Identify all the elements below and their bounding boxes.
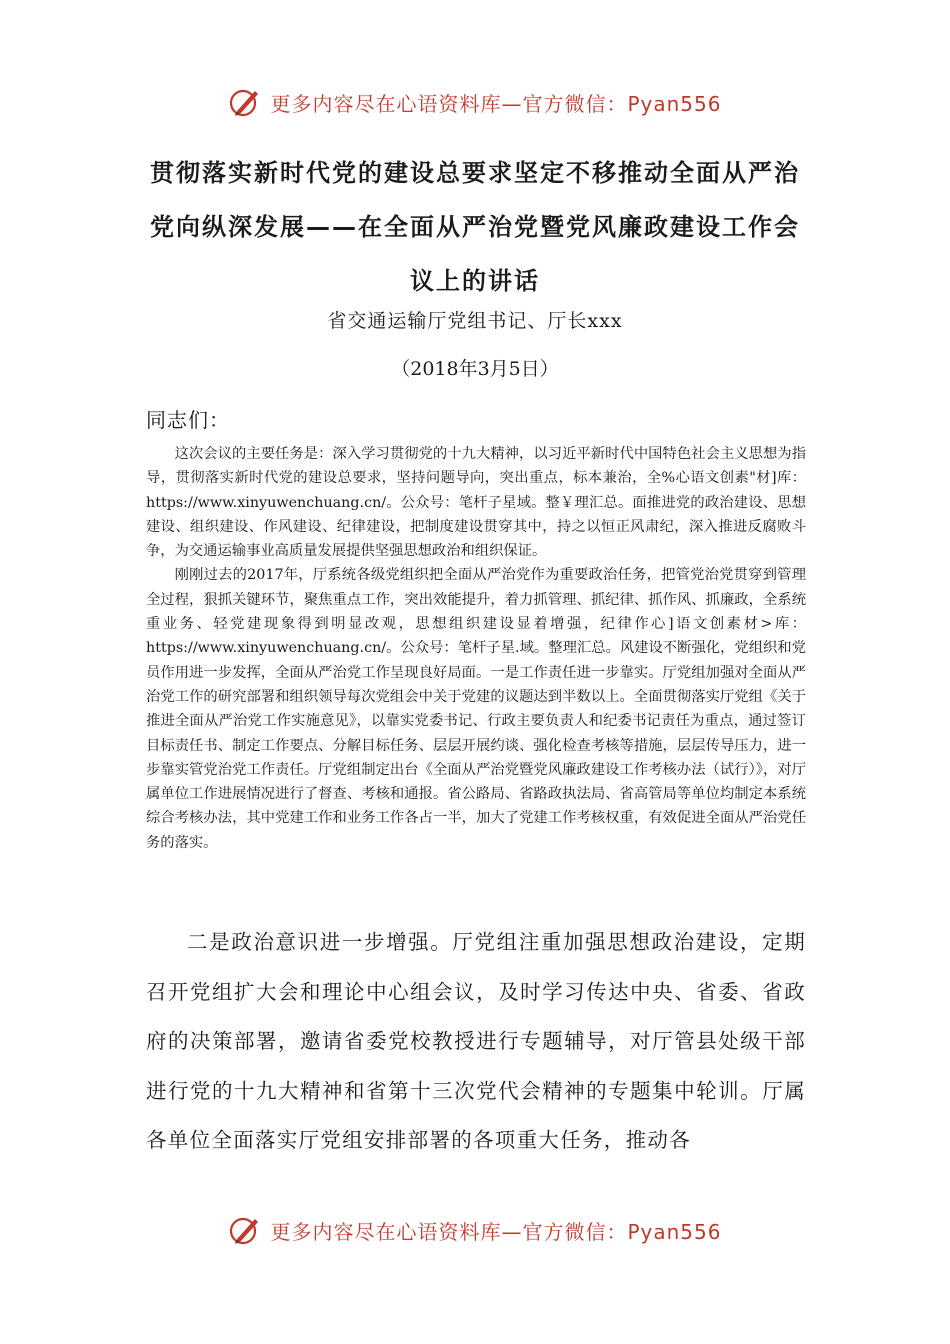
pen-logo-icon	[228, 1213, 262, 1247]
header-banner	[0, 82, 950, 122]
paragraph: 刚刚过去的2017年，厅系统各级党组织把全面从严治党作为重要政治任务，把管党治党贯穿到管理全过程，狠抓关键环节，聚焦重点工作，突出效能提升，着力抓管理、抓纪律、抓作风、抓廉政，全系统重业务、轻党建现象得到明显改观，思想组织建设显着增强，纪律作心]语文创素材>库：https://www.xinyuwenchuang.cn/。公众号：笔杆子星.域。整理汇总。风建设不断强化，党组织和党员作用进一步发挥，全面从严治党工作呈现良好局面。一是工作责任进一步靠实。厅党组加强对全面从严治党工作的研究部署和组织领导每次党组会中关于党建的议题达到半数以上。全面贯彻落实厅党组《关于推进全面从严治党工作实施意见》，以靠实党委书记、行政主要负责人和纪委书记责任为重点，通过签订目标责任书、制定工作要点、分解目标任务、层层开展约谈、强化检查考核等措施，层层传导压力，进一步靠实管党治党工作责任。厅党组制定出台《全面从严治党暨党风廉政建设工作考核办法（试行）》，对厅属单位工作进展情况进行了督查、考核和通报。省公路局、省路政执法局、省高管局等单位均制定本系统综合考核办法，其中党建工作和业务工作各占一半，加大了党建工作考核权重，有效促进全面从严治党任务的落实。	[146, 567, 806, 851]
footer-banner	[0, 1210, 950, 1250]
pen-logo-icon	[228, 85, 262, 119]
body-small-section	[146, 442, 806, 855]
paragraph: 这次会议的主要任务是：深入学习贯彻党的十九大精神，以习近平新时代中国特色社会主义思想为指导，贯彻落实新时代党的建设总要求，坚持问题导向，突出重点，标本兼治，全%心语文创素"材]库：https://www.xinyuwenchuang.cn/。公众号：笔杆子星域。整￥理汇总。面推进党的政治建设、思想建设、组织建设、作风建设、纪律建设，把制度建设贯穿其中，持之以恒正风肃纪，深入推进反腐败斗争，为交通运输事业高质量发展提供坚强思想政治和组织保证。	[146, 446, 806, 560]
body-large-section	[146, 918, 806, 1166]
greeting: 同志们：	[146, 408, 230, 432]
document-date: （2018年3月5日）	[391, 358, 559, 380]
banner-text: 更多内容尽在心语资料库—官方微信：Pyan556	[270, 1219, 722, 1244]
banner-text: 更多内容尽在心语资料库—官方微信：Pyan556	[270, 91, 722, 116]
paragraph: 二是政治意识进一步增强。厅党组注重加强思想政治建设，定期召开党组扩大会和理论中心组会议，及时学习传达中央、省委、省政府的决策部署，邀请省委党校教授进行专题辅导，对厅管县处级干部进行党的十九大精神和省第十三次党代会精神的专题集中轮训。厅属各单位全面落实厅党组安排部署的各项重大任务，推动各	[146, 930, 806, 1152]
document-author: 省交通运输厅党组书记、厅长xxx	[327, 310, 623, 332]
document-title: 贯彻落实新时代党的建设总要求坚定不移推动全面从严治党向纵深发展——在全面从严治党暨党风廉政建设工作会议上的讲话	[150, 159, 800, 295]
